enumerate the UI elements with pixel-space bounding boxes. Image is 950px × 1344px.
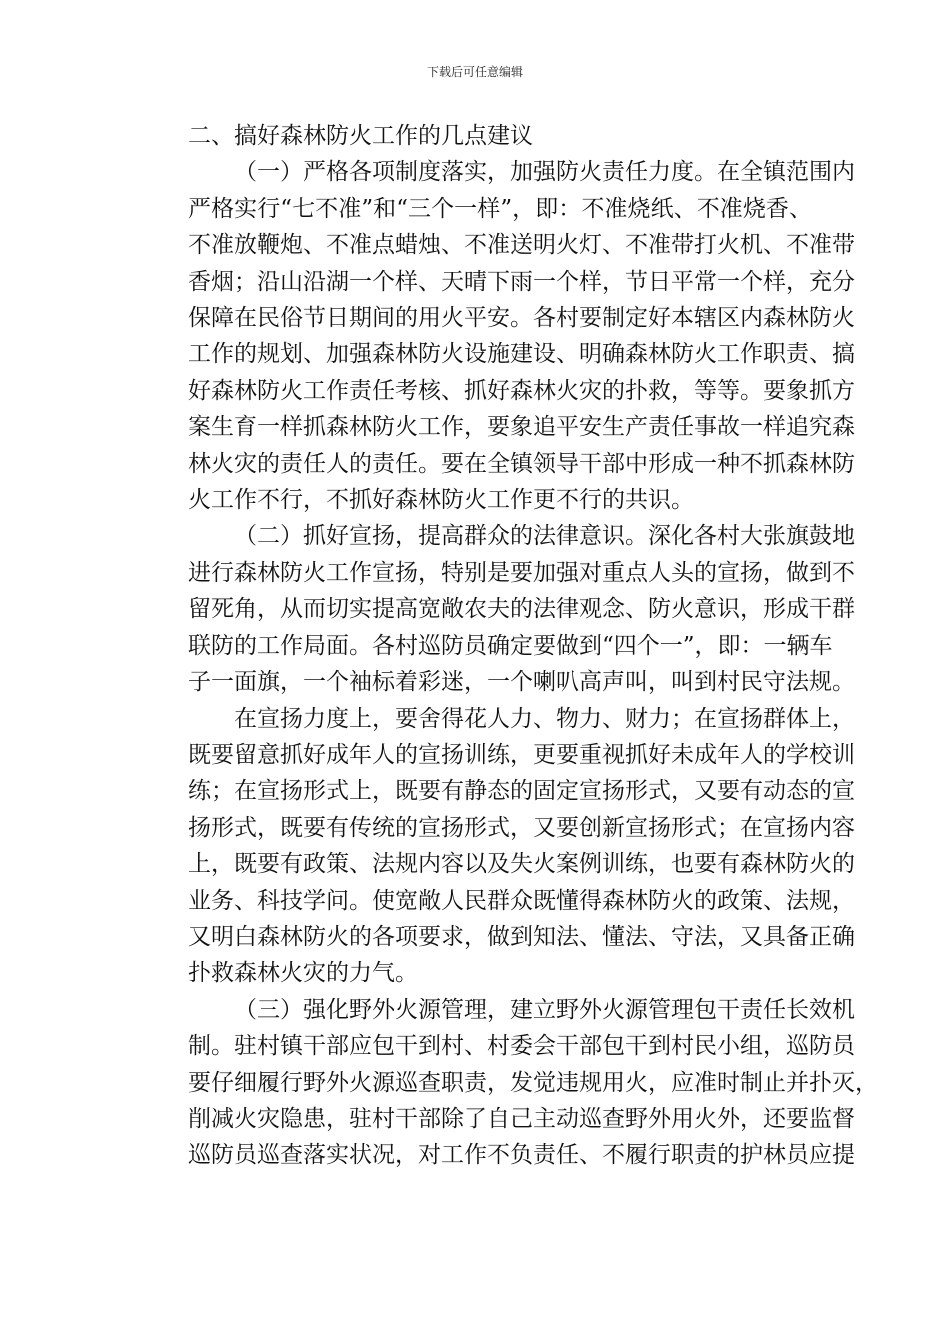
paragraph-1 bbox=[142, 154, 855, 518]
paragraph-line: 上，既要有政策、法规内容以及失火案例训练，也要有森林防火的 bbox=[188, 851, 855, 878]
paragraph-line: 扑救森林火灾的力气。 bbox=[188, 960, 418, 987]
paragraph-line: 工作的规划、加强森林防火设施建设、明确森林防火工作职责、搞 bbox=[188, 341, 855, 368]
header-note: 下载后可任意编辑 bbox=[426, 65, 523, 79]
paragraph-line: 业务、科技学问。使宽敞人民群众既懂得森林防火的政策、法规， bbox=[188, 887, 855, 914]
paragraph-line: 进行森林防火工作宣扬，特别是要加强对重点人头的宣扬，做到不 bbox=[188, 559, 855, 586]
section-heading: 二、搞好森林防火工作的几点建议 bbox=[188, 123, 533, 149]
paragraph-line: 又明白森林防火的各项要求，做到知法、懂法、守法，又具备正确 bbox=[188, 923, 855, 950]
paragraph-line: （一）严格各项制度落实，加强防火责任力度。在全镇范围内 bbox=[234, 159, 855, 186]
paragraph-line: 练；在宣扬形式上，既要有静态的固定宣扬形式，又要有动态的宣 bbox=[188, 778, 855, 805]
paragraph-line: 林火灾的责任人的责任。要在全镇领导干部中形成一种不抓森林防 bbox=[188, 450, 855, 477]
paragraph-line: 既要留意抓好成年人的宣扬训练，更要重视抓好未成年人的学校训 bbox=[188, 741, 855, 768]
paragraph-line: （二）抓好宣扬，提高群众的法律意识。深化各村大张旗鼓地 bbox=[234, 523, 855, 550]
paragraph-line: 要仔细履行野外火源巡查职责，发觉违规用火，应准时制止并扑灭， bbox=[188, 1069, 878, 1096]
paragraph-line: 削减火灾隐患，驻村干部除了自己主动巡查野外用火外，还要监督 bbox=[188, 1105, 855, 1132]
paragraph-line: 巡防员巡查落实状况，对工作不负责任、不履行职责的护林员应提 bbox=[188, 1142, 855, 1169]
paragraph-line: 扬形式，既要有传统的宣扬形式，又要创新宣扬形式；在宣扬内容 bbox=[188, 814, 855, 841]
paragraph-2 bbox=[142, 518, 855, 700]
paragraph-line: 保障在民俗节日期间的用火平安。各村要制定好本辖区内森林防火 bbox=[188, 305, 855, 332]
paragraph-line: 严格实行“七不准”和“三个一样”，即：不准烧纸、不准烧香、 bbox=[188, 195, 812, 222]
paragraph-line: 子一面旗，一个袖标着彩迷，一个喇叭高声叫，叫到村民守法规。 bbox=[188, 669, 855, 696]
paragraph-3 bbox=[142, 701, 855, 992]
paragraph-line: 在宣扬力度上，要舍得花人力、物力、财力；在宣扬群体上， bbox=[234, 705, 855, 732]
paragraph-line: 火工作不行，不抓好森林防火工作更不行的共识。 bbox=[188, 487, 694, 514]
paragraph-line: 留死角，从而切实提高宽敞农夫的法律观念、防火意识，形成干群 bbox=[188, 596, 855, 623]
paragraph-line: 香烟；沿山沿湖一个样、天晴下雨一个样，节日平常一个样，充分 bbox=[188, 268, 855, 295]
paragraph-line: 好森林防火工作责任考核、抓好森林火灾的扑救，等等。要象抓方 bbox=[188, 377, 855, 404]
paragraph-line: 联防的工作局面。各村巡防员确定要做到“四个一”，即：一辆车 bbox=[188, 632, 833, 659]
paragraph-4 bbox=[142, 992, 878, 1174]
paragraph-line: 制。驻村镇干部应包干到村、村委会干部包干到村民小组，巡防员 bbox=[188, 1033, 855, 1060]
document-body bbox=[142, 118, 878, 1174]
paragraph-line: 不准放鞭炮、不准点蜡烛、不准送明火灯、不准带打火机、不准带 bbox=[188, 232, 855, 259]
paragraph-line: 案生育一样抓森林防火工作，要象追平安生产责任事故一样追究森 bbox=[188, 414, 855, 441]
paragraph-line: （三）强化野外火源管理，建立野外火源管理包干责任长效机 bbox=[234, 996, 855, 1023]
